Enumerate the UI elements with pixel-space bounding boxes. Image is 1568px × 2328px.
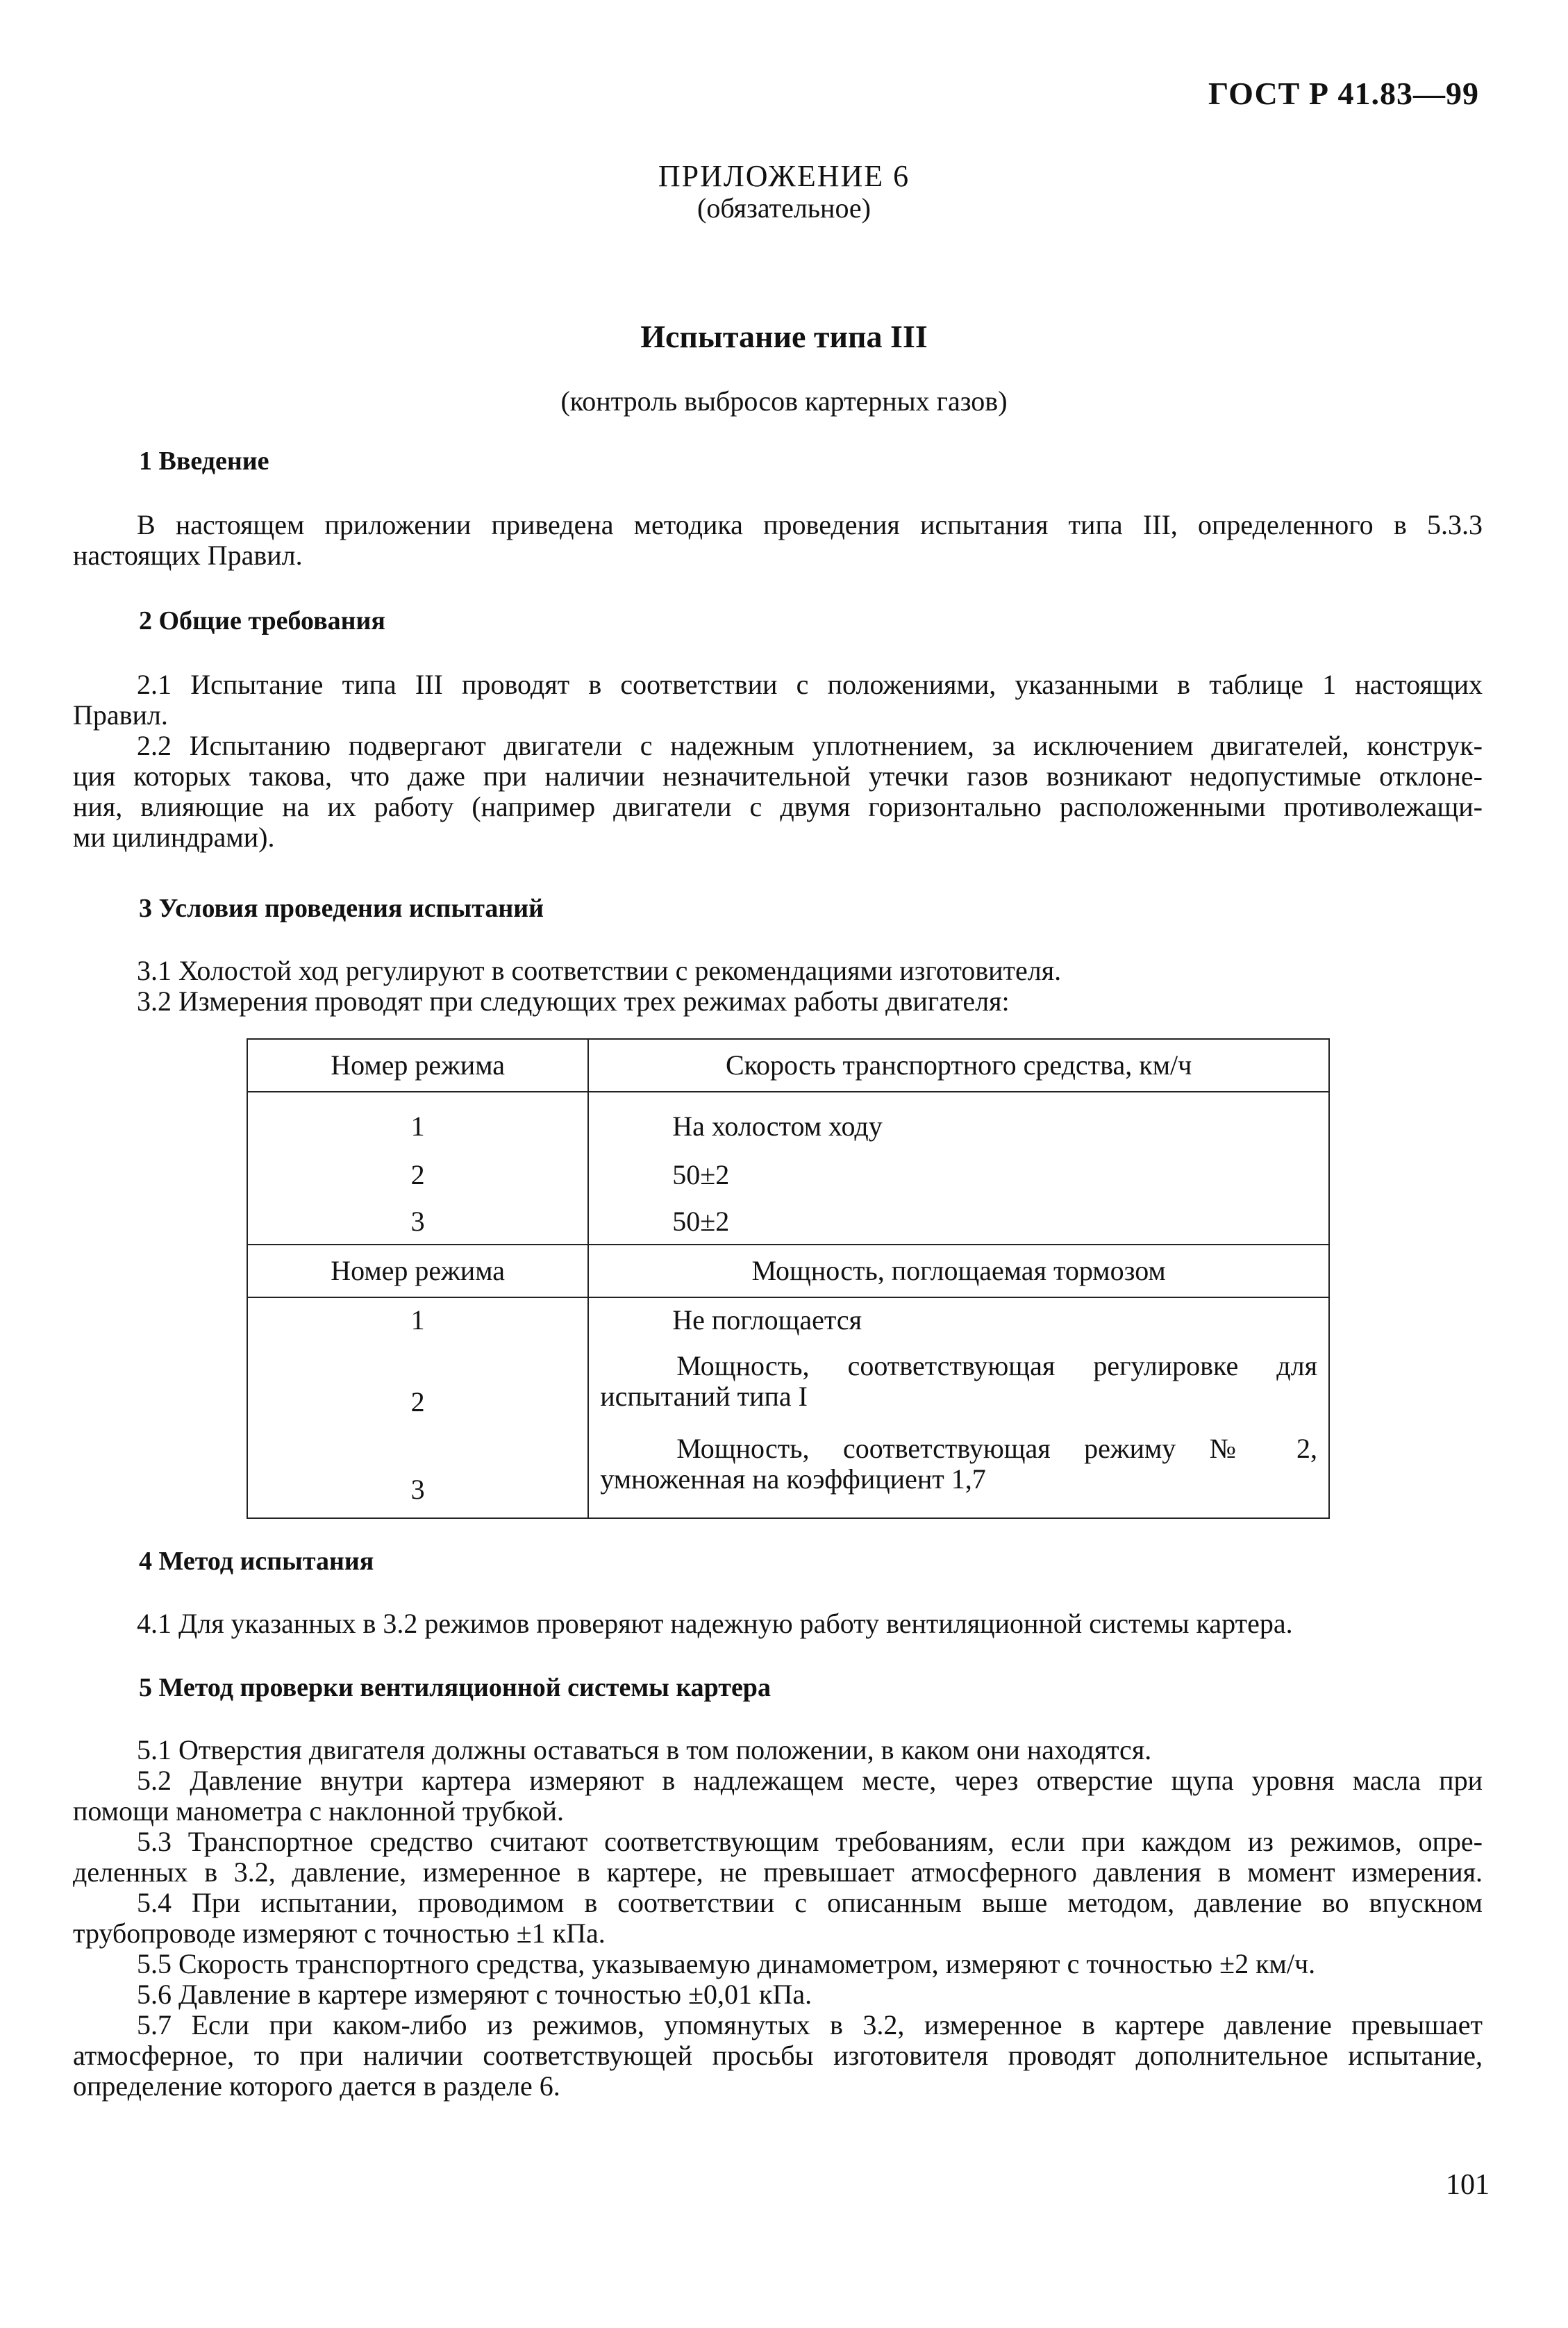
page-number: 101: [1446, 2169, 1490, 2201]
power-value: Не поглощается: [588, 1297, 1329, 1342]
text-line: помощи манометра с наклонной трубкой.: [73, 1795, 564, 1827]
document-subtitle: (контроль выбросов картерных газов): [560, 385, 1008, 417]
section-3-heading: 3 Условия проведения испытаний: [139, 894, 544, 923]
text-line: 5.6 Давление в картере измеряют с точностью ±0,01 кПа.: [137, 1979, 812, 2010]
text-line: 5.1 Отверстия двигателя должны оставаться в том положении, в каком они находятся.: [137, 1734, 1152, 1765]
document-title: Испытание типа III: [640, 319, 928, 354]
section-5-heading: 5 Метод проверки вентиляционной системы картера: [139, 1673, 771, 1702]
appendix-note: (обязательное): [697, 192, 871, 224]
text-line: 5.3 Транспортное средство считают соответствующим требованиям, если при каждом из режимов, опре-: [137, 1826, 1483, 1857]
mode-number: 1: [247, 1092, 588, 1151]
text-line: 5.4 При испытании, проводимом в соответствии с описанным выше методом, давление во впускном: [137, 1887, 1483, 1918]
mode-number: 2: [247, 1151, 588, 1199]
table-header-row: [247, 1245, 1329, 1297]
text-line: Мощность, соответствующая регулировке для: [676, 1350, 1317, 1381]
column-header-mode: Номер режима: [247, 1039, 588, 1092]
column-header-mode: Номер режима: [247, 1245, 588, 1297]
modes-table: [247, 1038, 1330, 1519]
text-line: ния, влияющие на их работу (например двигатели с двумя горизонтально расположенными противолежащи-: [73, 791, 1483, 822]
text-line: ми цилиндрами).: [73, 822, 275, 853]
text-line: определение которого дается в разделе 6.: [73, 2070, 560, 2102]
text-line: трубопроводе измеряют с точностью ±1 кПа.: [73, 1918, 606, 1949]
section-2-heading: 2 Общие требования: [139, 606, 385, 635]
section-1-text: [73, 510, 1483, 571]
appendix-label: ПРИЛОЖЕНИЕ 6: [658, 159, 910, 193]
text-line: испытаний типа I: [600, 1381, 808, 1412]
text-line: ция которых такова, что даже при наличии незначительной утечки газов возникают недопустимые отклоне-: [73, 760, 1483, 792]
table-row: [247, 1297, 1329, 1342]
mode-number: 3: [247, 1420, 588, 1518]
speed-value: 50±2: [588, 1199, 1329, 1245]
text-line: 4.1 Для указанных в 3.2 режимов проверяют надежную работу вентиляционной системы картера.: [137, 1608, 1293, 1639]
text-line: 5.7 Если при каком-либо из режимов, упомянутых в 3.2, измеренное в картере давление превышает: [137, 2009, 1483, 2040]
section-4-text: [73, 1608, 1483, 1639]
speed-value: 50±2: [588, 1151, 1329, 1199]
power-value: [588, 1342, 1329, 1420]
text-line: Мощность, соответствующая режиму № 2,: [676, 1433, 1317, 1464]
table-row: [247, 1092, 1329, 1151]
mode-number: 3: [247, 1199, 588, 1245]
section-3-text: [73, 956, 1483, 1017]
text-line: В настоящем приложении приведена методика проведения испытания типа III, определенного в 5.3.3: [137, 509, 1483, 540]
column-header-power: Мощность, поглощаемая тормозом: [588, 1245, 1329, 1297]
table-header-row: [247, 1039, 1329, 1092]
speed-value: На холостом ходу: [588, 1092, 1329, 1151]
text-line: 3.2 Измерения проводят при следующих трех режимах работы двигателя:: [137, 986, 1010, 1017]
table-row: [247, 1342, 1329, 1420]
table-row: [247, 1151, 1329, 1199]
text-line: 2.1 Испытание типа III проводят в соответствии с положениями, указанными в таблице 1 настоящих: [137, 669, 1483, 700]
text-line: настоящих Правил.: [73, 540, 303, 571]
section-4-heading: 4 Метод испытания: [139, 1547, 374, 1576]
text-line: 2.2 Испытанию подвергают двигатели с надежным уплотнением, за исключением двигателей, конструк-: [137, 730, 1483, 761]
text-line: Правил.: [73, 699, 168, 731]
section-5-text: [73, 1735, 1483, 2102]
column-header-speed: Скорость транспортного средства, км/ч: [588, 1039, 1329, 1092]
mode-number: 1: [247, 1297, 588, 1342]
section-1-heading: 1 Введение: [139, 447, 269, 476]
text-line: атмосферное, то при наличии соответствующей просьбы изготовителя проводят дополнительное испытание,: [73, 2040, 1483, 2071]
text-line: умноженная на коэффициент 1,7: [600, 1463, 986, 1495]
power-value: [588, 1420, 1329, 1518]
table-row: [247, 1199, 1329, 1245]
text-line: 5.5 Скорость транспортного средства, указываемую динамометром, измеряют с точностью ±2 км/ч.: [137, 1948, 1316, 1979]
standard-code: ГОСТ Р 41.83—99: [1208, 76, 1479, 111]
section-2-text: [73, 670, 1483, 853]
table-row: [247, 1420, 1329, 1518]
text-line: деленных в 3.2, давление, измеренное в картере, не превышает атмосферного давления в момент измерения.: [73, 1856, 1483, 1888]
text-line: 3.1 Холостой ход регулируют в соответствии с рекомендациями изготовителя.: [137, 955, 1062, 986]
mode-number: 2: [247, 1342, 588, 1420]
text-line: 5.2 Давление внутри картера измеряют в надлежащем месте, через отверстие щупа уровня масла при: [137, 1765, 1483, 1796]
